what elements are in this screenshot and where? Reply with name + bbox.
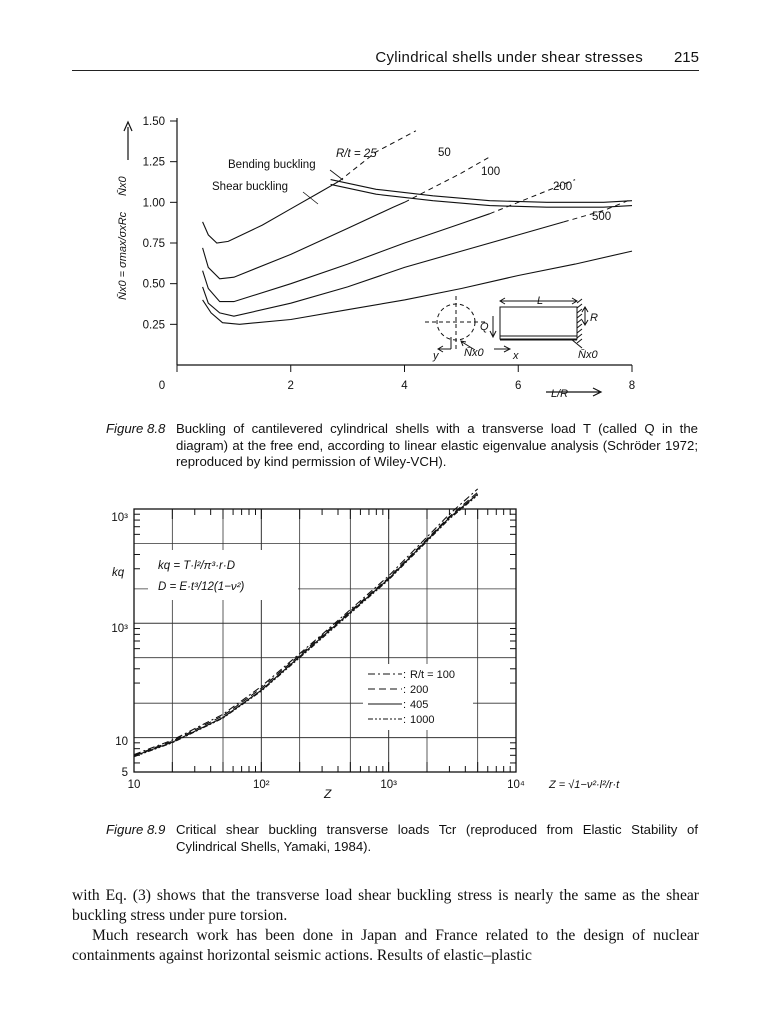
fig89-legend [363,664,473,730]
fig89-x-tick-label: 10³ [380,779,397,791]
fig89-y-tick-label: 10³ [111,512,128,524]
figure-8-8-caption [106,421,698,471]
fig88-label-rt25: R/t = 25 [336,148,377,160]
fig88-curve-dashed-50 [405,157,490,203]
fig88-x-tick-label: 2 [287,380,294,392]
inset-y-arrow [438,346,451,352]
fig88-y-tick-label: 1.00 [142,197,165,210]
inset-q-arrow [490,316,496,337]
fig88-xlabel: L/R [551,388,569,400]
fig88-label-200: 200 [553,181,573,193]
leader-bending [330,170,343,180]
fig88-curve-shear-buckling [331,184,632,207]
fig88-ylabel: N̄x0 = σmax/σxRc [117,211,129,300]
leader-shear [303,192,318,204]
legend-label-405: 405 [410,699,429,711]
legend-label-100: R/t = 100 [410,669,455,681]
fig88-y-tick-label: 0.75 [142,238,165,250]
inset-cylinder [500,307,577,339]
fig88-axes [124,118,632,396]
body-paragraph-1: with Eq. (3) shows that the transverse load shear buckling stress is nearly the same as the shear buckling stress under pure torsion. [72,887,699,924]
fig88-y-tick-label: 0.50 [142,278,165,291]
figure-8-9-chart [111,489,620,801]
body-text [72,886,699,966]
fig88-curve-50 [203,202,405,278]
figure-8-8-chart [116,116,635,400]
fig89-formula-kq: kq = T·l²/π³·r·D [158,560,236,572]
inset-label-y: y [433,350,439,362]
fig89-y-tick-label: 5 [121,767,128,779]
legend-label-1000: 1000 [410,714,435,726]
inset-x-arrow [494,346,510,352]
fig88-label-100: 100 [481,166,501,178]
figure-8-9-caption-text: Critical shear buckling transverse loads Tcr (reproduced from Elastic Stability of Cylindrical Shells, Yamaki, 1984). [176,822,698,854]
inset-label-n-right: N̄x0 [578,349,598,361]
legend-colon-1: : [403,669,407,681]
figure-8-9-label: Figure 8.9 [106,822,166,837]
inset-radius-dim [582,307,588,325]
fig88-y-tick-label: 0.25 [142,319,165,332]
fig89-ylabel: kq [112,567,125,579]
fig88-x-tick-label: 6 [515,380,522,392]
fig89-formula-d: D = E·t³/12(1−ν²) [158,581,245,593]
fig88-label-shear: Shear buckling [212,181,289,193]
fig88-curve-bending-buckling [331,180,632,203]
fig88-inset-diagram [425,296,588,352]
fig89-x-tick-label: 10⁴ [507,779,525,791]
page-number: 215 [673,49,699,66]
figure-8-8-label: Figure 8.8 [106,421,166,436]
fig88-label-500: 500 [592,211,612,223]
body-paragraph-2: Much research work has been done in Japan and France related to the design of nuclear containments against horizontal seismic actions. Results of elastic–plastic [72,927,699,964]
fig88-label-50: 50 [438,147,451,159]
fig89-y-tick-labels [111,512,128,779]
fig88-x-tick-label: 4 [401,380,408,392]
legend-label-200: 200 [410,684,429,696]
fig89-y-tick-label: 10 [115,736,128,748]
fig89-x-tick-label: 10² [253,779,270,791]
legend-colon-2: : [403,684,407,696]
legend-colon-4: : [403,714,407,726]
running-title: Cylindrical shells under shear stresses [375,49,643,66]
fig88-label-bending: Bending buckling [228,159,316,171]
fig88-x-tick-label: 8 [628,380,636,392]
fig88-ylabel-symbol: N̄x0 [117,176,129,196]
fig88-ylabel-arrow [124,122,132,160]
inset-label-L: L [537,295,544,307]
legend-colon-3: : [403,699,407,711]
fig89-y-tick-label: 10³ [111,623,128,635]
figure-8-8-caption-text: Buckling of cantilevered cylindrical shells with a transverse load T (called Q in the diagram) at the free end, according to linear elastic eigenvalue analysis (Schröder 1972; reproduced by kind permission of Wiley-VCH). [176,421,698,469]
fig89-z-formula: Z = √1−ν²·l²/r·t [549,779,620,791]
fig88-curve-200 [203,222,564,316]
inset-label-R: R [590,312,598,324]
fig88-curve-500 [203,251,632,324]
fig89-xlabel: Z [324,787,332,801]
fig88-y-tick-labels [143,116,165,331]
inset-label-x: x [513,350,519,362]
fig88-y-tick-label: 1.50 [142,116,165,128]
inset-label-Q: Q [480,321,489,333]
fig88-y-tick-label: 1.25 [142,156,165,169]
figure-8-9-caption [106,822,698,855]
inset-label-n-left: N̄x0 [464,347,484,359]
fig89-x-tick-label: 10 [127,779,141,791]
fig88-x-tick-label: 0 [158,380,166,392]
inset-fixed-support [577,299,582,343]
fig88-curve-100 [203,214,490,302]
